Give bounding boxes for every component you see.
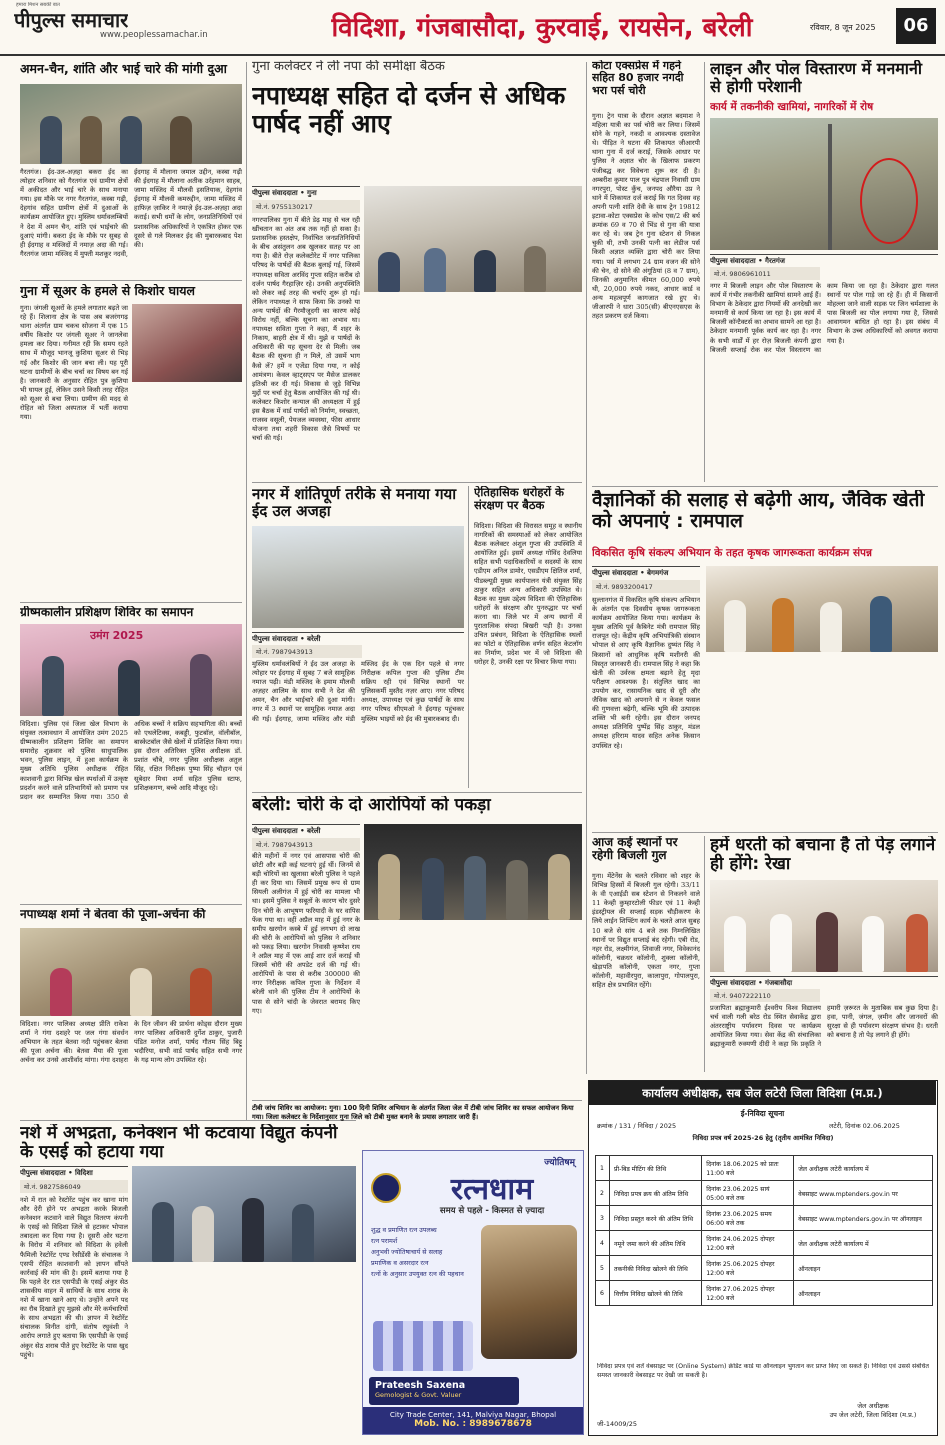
tender-row	[596, 1281, 933, 1306]
photo-betwa-puja	[20, 928, 242, 1016]
masthead	[0, 0, 945, 56]
tender-cell: दिनांक 27.06.2025 दोपहर 12:00 बजे	[702, 1281, 794, 1306]
body-electricity-continued	[132, 1266, 356, 1436]
body-eid: मुस्लिम धर्मावलंबियों ने ईद उल अजहा के त्योहार पर ईदगाह में सुबह 7 बजे सामूहिक नमाज पढ़ी। मंडी मस्जिद के इमाम मौलवी अज़हर आलिम के साथ सभी ने देश की अमन, चैन और भाईचारे की दुआ मांगी। नगर में 3 स्थानों पर सामूहिक नमाज अदा की गई। ईदगाह, जामा मस्जिद और मंडी मस्जिद ईद के एक दिन पहले से नगर निरीक्षक कपिल गुप्ता की पुलिस टीम सक्रिय रही एवं विभिन्न स्थानों पर पुलिसकर्मी मुस्तैद नज़र आए। नगर परिषद अध्यक्ष, उपाध्यक्ष एवं कुछ पार्षदों के साथ नगर परिषद सीएमओ ने ईदगाह पहुंचकर मुस्लिम भाइयों को ईद की मुबारकबाद दी।	[252, 660, 464, 723]
byline-name: पीपुल्स संवाददाता	[252, 189, 298, 197]
byline-poles: पीपुल्स संवाददाता • गैरतगंज	[710, 254, 938, 266]
ad-contact-strip	[363, 1407, 583, 1435]
ad-name: Prateesh Saxena	[375, 1380, 466, 1391]
ad-astrologer-photo	[481, 1225, 577, 1359]
tender-signatory	[815, 1401, 931, 1419]
ad-title: Gemologist & Govt. Valuer	[375, 1391, 462, 1399]
ad-top-label: ज्योतिषम्	[544, 1158, 575, 1168]
headline-eid: नगर में शांतिपूर्ण तरीके से मनाया गया ईद उल अजहा	[252, 486, 457, 520]
body-theft: बीते महीनों में नगर एवं आसपास चोरी की छोटी और बड़ी कई घटनाएं हुई थीं। जिनमें से बड़ी चोरियों का खुलासा बरेली पुलिस ने पहले ही कर दिया था। जिसमें प्रमुख रूप से ग्राम सियली अलीगंज में हुई चोरी का मामला भी था। इसमें पुलिस ने सबूतों के कारण चोर दुसरे दिन चोरी के आभूषण फरियादी के घर वापिस फेंक गया था। वहीं अप्रैल माह में हुई नगर के समीप खरगोन कस्बे में हुई लगभग दो लाख की चोरी के आरोपियों को पुलिस ने शनिवार को पकड़ लिया। खरगोन निवासी कृष्णेश राय ने अप्रैल माह में एक आई शार दर्ज कराई थी जिसमें चोरी की अपडेट दर्ज की गई थी। आरोपियों के पास से करीब 300000 की नगर निरीक्षक कपिल गुप्ता के निर्देशन में बरेली थाने की पुलिस टीम ने आरोपियों के पास से सोने चांदी के जेवरात बरामद किए गए।	[252, 852, 360, 1015]
ad-point: रत्न परामर्श	[371, 1236, 398, 1245]
highlight-circle	[860, 158, 918, 244]
headline-electricity-cut: नशे में अभद्रता, कनेक्शन भी कटवाया विद्युत कंपनी के एसई को हटाया गया	[20, 1124, 338, 1163]
tender-cell: दिनांक 23.06.2025 सायं 05:00 बजे तक	[702, 1181, 794, 1206]
photo-eid-gathering	[20, 84, 242, 164]
body-farming-continued	[706, 656, 938, 828]
body-boar: गुना। जंगली सूअरों के हमले लगातार बढ़ते जा रहे हैं। शिलाना क्षेत्र के पास अब बजरंगगढ़ थाना अंतर्गत ग्राम चकच सोजना में एक 15 वर्षीय किशोर पर जंगली सूअर ने जानलेवा हमला कर दिया। गनीमत रही कि समय रहते साथ में मौजूद भानजू कुशिया सूअर से भिड़ गई और किशोर की जान बचा ली। यह पूरी घटना ग्रामीणों के बीच चर्चा का विषय बन गई है। जानकारी के अनुसार रोहित पुत्र कुशिया भी घायल हुई, लेकिन उसने किसी तरह रोहित को सूअर से बचा लिया। ग्रामीण की मदद से रोहित को जिला अस्पताल में भर्ती कराया गया।	[20, 304, 128, 422]
ad-address: City Trade Center, 141, Malviya Nagar, Bhopal	[389, 1410, 557, 1419]
banner-umang: उमंग 2025	[90, 629, 144, 642]
headline-boar: गुना में सूअर के हमले से किशोर घायल	[20, 284, 195, 298]
tender-cell: तकनीकी निविदा खोलने की तिथि	[610, 1256, 702, 1281]
body-aman: गैरतगंज। ईद-उल-अज़हा बकरा ईद का त्योहार शनिवार को गैरतगंज एवं ग्रामीण क्षेत्रों में अकीदत और भाई चारे के साथ मनाया गया। इस मौके पर नगर गैरतगंज, कस्बा गढ़ी, देहगांव सहित ग्रामीण क्षेत्रों में दुआओं के कार्यक्रम आयोजित हुए। मुस्लिम धर्मावलम्बियों ने देश में अमन चैन, शांति एवं भाईचारे की दुआएं मांगी। बकरा ईद के मौके पर सुबह से ही ईदगाह व मस्जिदों में नमाज़ अदा की गई। गैरतगंज जामा मस्जिद में मुफ्ती मशकूर नदवी, ईदगाह में मौलाना जमाल उद्दीन, कस्बा गढ़ी की ईदगाह में मौलाना अतीक उर्रहमान साहब, जामा मस्जिद में मौलवी इसतियाक, देहगांव ईदगाह में मौलवी कमरुद्दीन, जामा मस्जिद में हाफिज़ ज़ाकिर ने नमाज़े ईद-उल-अज़हा अदा कराई। सभी धर्मों के लोग, जनप्रतिनिधियों एवं प्रशासनिक अधिकारियों ने एकत्रित होकर एक दूसरे से गले मिलकर ईद की मुबारकबाद पेश की।	[20, 168, 242, 258]
tender-cell: 6	[596, 1281, 610, 1306]
body-power: गुना। मेंटेनेंस के चलते रविवार को शहर के विभिन्न हिस्सों में बिजली गुल रहेगी। 33/11 के वी एआईडी सब स्टेशन से निकलने वाले 11 केव्ही कुम्हारटोली फीडर एवं 11 केव्ही इंडस्ट्रीयल की सप्लाई सड़क चौड़ीकरण के लिये लाईन शिफ्टिंग कार्य के चलते आज सुबह 10 बजे से सांय 4 बजे तक निम्नलिखित स्थानों पर विद्युत सप्लाई बंद रहेगी। एबी रोड, नहर रोड, लक्ष्मीगंज, शिवाजी नगर, विवेकानंद कॉलोनी, चक्रधर कॉलोनी, शुक्ला कॉलोनी, खेड़ापति कॉलोनी, एकता नगर, गुप्ता कॉलोनी, महावीरपुरा, कालापुरा, गोपालपुरा, सहित क्षेत्र प्रभावित रहेंगे।	[592, 872, 700, 990]
kicker-council: गुना कलेक्टर ने ली नपा की समीक्षा बैठक	[252, 60, 445, 74]
photo-review-meeting	[364, 186, 582, 292]
tender-cell: वित्तीय निविदा खोलने की तिथि	[610, 1281, 702, 1306]
tender-cell: दिनांक 23.06.2025 समय 06:00 बजे तक	[702, 1206, 794, 1231]
byline-place: बेगमगंज	[647, 569, 669, 577]
tender-cell: 1	[596, 1156, 610, 1181]
ad-brand: रत्नधाम	[450, 1172, 534, 1207]
ad-point: रत्नों के अनुसार उपयुक्त रत्न की पहचान	[371, 1269, 464, 1278]
tender-cell: दिनांक 18.06.2025 को प्रातः 11:00 बजे	[702, 1156, 794, 1181]
byline-name: पीपुल्स संवाददाता	[252, 827, 298, 835]
byline-name: पीपुल्स संवाददाता	[710, 979, 756, 987]
tender-footer: निविदा प्रपत्र एवं शर्तें वेबसाइट पर (Online System) क्रेडिट कार्ड या ऑनलाइन भुगतान कर प्राप्त किए जा सकते हैं। निविदा एवं उससे संबंधित समस्त जानकारी वेबसाइट पर देखी जा सकती है।	[597, 1363, 929, 1379]
tender-cell: 2	[596, 1181, 610, 1206]
tender-cell: जेल अधीक्षक लटेरी कार्यालय में	[794, 1231, 933, 1256]
tender-row	[596, 1181, 933, 1206]
body-train: गुना। ट्रेन यात्रा के दौरान अज्ञात बदमाश ने महिला यात्री का पर्स चोरी कर लिया। जिसमें सोने के गहने, नकदी व आवश्यक दस्तावेज थे। पीड़ित ने घटना की शिकायत जीआरपी थाना गुना में दर्ज कराई, जिसके आधार पर पुलिस ने अज्ञात चोर के खिलाफ प्रकरण पंजीबद्ध कर विवेचना शुरू कर दी है। अम्बरीश कुमार पाल पुत्र चंद्रपाल निवासी ग्राम नगरपुरा, पोस्ट कुँच, जनपद औरैया उप्र ने थाने में शिकायत दर्ज कराई कि गत दिवस वह अपनी पत्नी शांति देवी के साथ ट्रेन 19812 इटावा-कोटा एक्सप्रेस के कोच एस/2 की बर्थ क्रमांक 69 व 70 से भिंड से गुना की यात्रा कर रहे थे। जब ट्रेन गुना स्टेशन से निकल चुकी थी, तभी उनकी पत्नी का लेडीज पर्स किसी अज्ञात व्यक्ति द्वारा चोरी कर लिया गया। पर्स में लगभग 24 ग्राम वजन की सोने की चेन, दो सोने की अंगूठियां (8 व 7 ग्राम), जिनकी अनुमानित कीमत 60,000 रुपये थी, 20,000 रुपये नकद, आधार कार्ड व अन्य महत्वपूर्ण कागजात रखे हुए थे। जीआरपी ने धारा 305(सी) बीएनएसएस के तहत प्रकरण दर्ज किया।	[592, 112, 700, 321]
byline-place: गैरतगंज	[765, 257, 785, 265]
photo-eid-namaz	[252, 526, 464, 628]
byline-farming: पीपुल्स संवाददाता • बेगमगंज	[592, 566, 700, 578]
tender-title: कार्यालय अधीक्षक, सब जेल लटेरी जिला विदिशा (म.प्र.)	[589, 1081, 936, 1105]
tender-cell: निविदा प्रपत्र क्रय की अंतिम तिथि	[610, 1181, 702, 1206]
reporter-mobile: मो.नं. 9407222110	[710, 989, 820, 1002]
byline-place: बरेली	[307, 635, 321, 643]
advertisement-ratndham[interactable]	[362, 1150, 584, 1435]
body-heritage: विदिशा। विदिशा की विरासत समूह व स्थानीय नागरिकों की समस्याओं को लेकर आयोजित बैठक कलेक्टर अंशुल गुप्ता की उपस्थिति में आयोजित हुई। इसमें अध्यक्ष गोविंद देवलिया सहित सभी पदाधिकारियों व सदस्यों के साथ एडीएम अनिल डामोर, एसडीएम क्षितिज शर्मा, पीडब्ल्यूडी मुख्य कार्यपालन यंत्री संयुक्त सिंह ठाकुर सहित अन्य अधिकारी उपस्थित थे। बैठक का मुख्य उद्देश्य विदिशा की ऐतिहासिक धरोहरों के संरक्षण और पुनरुद्धार पर चर्चा करना था। जिले भर में अन्य स्थानों में पुरातात्विक संपदा बिखरी पड़ी है। उनका उचित प्रबंधन, विदिशा के ऐतिहासिक स्थलों का फोटो व ऐतिहासिक वर्णन सहित केटलॉग का निर्माण, प्रदेश भर में जो विदिशा की धरोहर है, उनकी रक्षा पर विचार किया गया।	[474, 522, 582, 667]
photo-pole-site	[710, 118, 938, 250]
byline-electricity: पीपुल्स संवाददाता • विदिशा	[20, 1166, 128, 1178]
newspaper-logo: पीपुल्स समाचार	[14, 8, 129, 32]
body-poles: नगर में बिजली लाइन और पोल विस्तारण के कार्य में गंभीर तकनीकी खामियां सामने आई हैं। विभाग के ठेकेदार द्वारा नियमों की अनदेखी कर मनमानी से कार्य किया जा रहा है। इस कार्य में बिजली कॉन्टैक्टर्स का अभाव सामने आ रहा है। ठेकेदार मनमानी पूर्वक कार्य कर रहा है। नगर के सभी वार्डों में हर रोज़ बिजली कंपनी द्वारा बिजली सप्लाई रोक कर पोल विस्तारण का काम किया जा रहा है। ठेकेदार द्वारा गलत स्थानों पर पोल गाड़े जा रहे हैं। ही में किसानों मोहल्ला जाने वाली सड़क पर जिन चर्मशाला के पास बिजली का पोल लगाया गया है, जिससे आवागमन बाधित हो रहा है। इस संबंध में विभाग के उच्च अधिकारियों को अवगत कराया गया है।	[710, 282, 938, 354]
ratndham-emblem-icon	[371, 1173, 401, 1203]
byline-place: गुना	[307, 189, 317, 197]
tender-sub: ई-निविदा सूचना	[740, 1109, 785, 1118]
ad-point: प्रमाणिक व असरदार रत्न	[371, 1258, 429, 1267]
tender-cell: 3	[596, 1206, 610, 1231]
headline-aman: अमन-चैन, शांति और भाई चारे की मांगी दुआ	[20, 62, 227, 76]
section-title: विदिशा, गंजबासौदा, कुरवाई, रायसेन, बरेली	[331, 13, 753, 43]
reporter-mobile: मो.नं. 9755130217	[252, 200, 360, 213]
subhead-poles: कार्य में तकनीकी खामियां, नागरिकों में रोष	[710, 101, 874, 113]
tender-cell: दिनांक 25.06.2025 दोपहर 12:00 बजे	[702, 1256, 794, 1281]
tender-cell: दिनांक 24.06.2025 दोपहर 12:00 बजे	[702, 1231, 794, 1256]
byline-council: पीपुल्स संवाददाता • गुना	[252, 186, 360, 198]
body-council-continued	[364, 296, 582, 480]
tender-cell: वेबसाइट www.mptenders.gov.in पर	[794, 1181, 933, 1206]
body-electricity-part: नशे में रात को रेस्टोरेंट पहुंच कर खाना मांग और देरी होने पर अभद्रता करके बिजली कनेक्शन कटवाने वाले विद्युत वितरण कंपनी के एसई को विदिशा जिले से हटाकर भोपाल तबादला कर दिया गया है। दूसरी ओर घटना के विरोध में शनिवार को विदिशा के हवेली फैमिली रेस्टोरेंट एण्ड रेसीडेंसी के संचालक ने एसपी रोहित काशवानी को ज्ञापन सौंपते कार्रवाई की मांग की है। इसमें बताया गया है कि पहले देर रात एसपीडी के एसई अंकुर सेठ शासकीय वाहन में साथियों के साथ शराब के नशे में खाना खाने आए थे। उन्होंने अपने पद का रौब दिखाते हुए मुझसे और मेरे कर्मचारियों के साथ अभद्रता की थी। ज्ञापन में रेस्टोरेंट संचालक विनीत दांगी, संतोष रघुवंशी ने आरोप लगाते हुए बताया कि एसपीडी के एसई अंकुर सेठ शराब पीते हुए रेस्टोरेंट के पास खुद पहुंचे।	[20, 1196, 128, 1359]
ad-point: शुद्ध व प्रमाणित रत्न उपलब्ध	[371, 1226, 437, 1234]
tender-cell: 4	[596, 1231, 610, 1256]
headline-theft: बरेली: चोरी के दो आरोपियों को पकड़ा	[252, 796, 491, 815]
headline-puja: नपाध्यक्ष शर्मा ने बेतवा की पूजा-अर्चना की	[20, 908, 206, 921]
headline-earth: हमें धरती को बचाना है तो पेड़ लगाने ही होंगे: रेखा	[710, 836, 936, 875]
issue-date: रविवार, 8 जून 2025	[810, 23, 876, 32]
tender-ref: क्रमांक / 131 / निविदा / 2025	[597, 1122, 677, 1130]
photo-environment-day	[710, 880, 938, 972]
ad-name-plate	[369, 1377, 519, 1405]
byline-eid: पीपुल्स संवाददाता • बरेली	[252, 632, 464, 644]
byline-place: विदिशा	[75, 1169, 93, 1177]
tender-row	[596, 1206, 933, 1231]
photo-training-ceremony	[20, 624, 242, 716]
tender-row	[596, 1256, 933, 1281]
tender-cell: वेबसाइट www.mptenders.gov.in पर ऑनलाइन	[794, 1206, 933, 1231]
ad-tagline: समय से पहले - किस्मत से ज़्यादा	[439, 1206, 545, 1216]
tender-row	[596, 1156, 933, 1181]
body-theft-continued	[364, 924, 582, 1094]
body-puja: विदिशा। नगर पालिका अध्यक्ष प्रीति राकेश शर्मा ने गंगा दशहरे पर जल गंगा संवर्धन अभियान के तहत बेतवा नदी पहुंचकर बेतवा की पूजा अर्चना की। बेतवा मैया की पूजा अर्चना कर उनसे आशीर्वाद मांगा। गंगा दशहरा के दिन जीवन की प्रार्थना कोड्स दौरान मुख्य नगर पालिका अधिकारी दुर्गेश ठाकुर, पुजारी पंडित मनोज शर्मा, पार्षद गौतम सिंह बिट्टू भदौरिया, सभी वार्ड पार्षद सहित सभी नगर के गढ़ मान्य लोग उपस्थित रहे।	[20, 1020, 242, 1065]
byline-place: गंजबासौदा	[765, 979, 793, 987]
headline-train: कोटा एक्सप्रेस में गहने सहित 80 हजार नगदी भरा पर्स चोरी	[592, 60, 684, 97]
byline-name: पीपुल्स संवाददाता	[710, 257, 756, 265]
tender-sign-role: जेल अधीक्षक	[857, 1402, 889, 1410]
reporter-mobile: मो.नं. 7987943913	[252, 838, 360, 851]
tender-cell: 5	[596, 1256, 610, 1281]
reporter-mobile: मो.नं. 9827586049	[20, 1180, 128, 1193]
byline-theft: पीपुल्स संवाददाता • बरेली	[252, 824, 360, 836]
ad-mobile[interactable]: Mob. No. : 8989678678	[414, 1419, 532, 1429]
tender-schedule-table	[595, 1155, 933, 1306]
caption-tb-camp: टीबी जांच शिविर का आयोजन: गुना। 100 दिनी शिविर अभियान के अंतर्गत जिला जेल में टीबी जांच शिविर का सफल आयोजन किया गया। जिला कलेक्टर के निर्देशानुसार गुना जिले को टीबी मुक्त बनाने के प्रयास लगातार जारी हैं।	[252, 1100, 582, 1144]
ad-points	[371, 1225, 481, 1279]
headline-power: आज कई स्थानों पर रहेगी बिजली गुल	[592, 836, 678, 863]
gemstones-icon	[373, 1321, 473, 1371]
body-council: नगरपालिका गुना में बीते डेढ़ माह से चल रही खींचतान का अंत अब तक नहीं हो सका है। प्रशासनिक हस्तक्षेप, निर्वाचित जनप्रतिनिधियों के बीच असंतुलन अब खुलकर सतह पर आ गया है। बीते रोज़ कलेक्टोरेट में नगर पालिका परिषद के पार्षदों की बैठक बुलाई गई, जिसमें नपाध्यक्ष सविता अरविंद गुप्ता सहित करीब दो दर्जन पार्षद गैरहाज़िर रहे। उनकी अनुपस्थिति को लेकर कई तरह की चर्चाएं शुरू हो गई। लेकिन नपाध्यक्ष ने साफ किया कि उनको या अन्य पार्षदों की गैरमौजूदगी का कारण कोई विरोध नहीं, बल्कि सूचना का अभाव था। नपाध्यक्ष सविता गुप्ता ने कहा, मैं शहर के निकाय, बाहरी क्षेत्र में थी। मुझे व पार्षदों के अधिकारी की यह सूचना देर से मिली। जब बैठक की सूचना ही न मिले, तो उसमें भाग कैसे लें? हमें न एजेंडा दिया गया, न कोई आमंत्रण। केवल व्हाट्सएप पर मैसेज डालकर इतिश्री कर दी गई। विकास से जुड़े विभिन्न मुद्दों पर चर्चा हेतु बैठक आयोजित की गई थी। कलेक्टर किशोर कन्याल की अध्यक्षता में हुई इस बैठक में वार्ड पार्षदों को निर्माण, स्वच्छता, राजस्व वसूली, पेयजल व्यवस्था, फीस आधार योजना तथा शहरी विकास जैसे विषयों पर चर्चा की गई।	[252, 216, 360, 443]
electric-pole	[828, 124, 832, 250]
byline-name: पीपुल्स संवाददाता	[592, 569, 638, 577]
headline-heritage: ऐतिहासिक धरोहरों के संरक्षण पर बैठक	[474, 486, 564, 512]
subhead-farming: विकसित कृषि संकल्प अभियान के तहत कृषक जागरूकता कार्यक्रम संपन्न	[592, 547, 872, 559]
reporter-mobile: मो.नं. 7987943913	[252, 645, 362, 658]
tender-cell: प्री-बिड मीटिंग की तिथि	[610, 1156, 702, 1181]
headline-farming: वैज्ञानिकों की सलाह से बढ़ेगी आय, जैविक खेती को अपनाएं : रामपाल	[592, 490, 925, 533]
photo-accused-arrested	[364, 824, 582, 920]
website-url[interactable]: www.peoplessamachar.in	[100, 30, 208, 40]
body-farming: सुल्तानगंज में विकसित कृषि संकल्प अभियान के अंतर्गत एक दिवसीय कृषक जागरूकता कार्यक्रम आयोजित किया गया। कार्यक्रम के मुख्य अतिथि पूर्व कैबिनेट मंत्री रामपाल सिंह राजपूत रहे। केंद्रीय कृषि अभियांत्रिकी संस्थान भोपाल से आए कृषि वैज्ञानिक दुष्यंत सिंह ने किसानों को आधुनिक कृषि मशीनरी की विस्तृत जानकारी दी। रामपाल सिंह ने कहा कि खेती की उर्वरक क्षमता बढ़ाने हेतु मृदा परीक्षण आवश्यक है। संतुलित खाद का उपयोग कर, रासायनिक खाद से दूरी और जैविक खाद को अपनाने से न केवल फसल की गुणवत्ता बढ़ेगी, बल्कि भूमि की उत्पादक शक्ति भी बनी रहेगी। इस दौरान जनपद अध्यक्ष प्रतिनिधि पुष्पेंद्र सिंह ठाकुर, मंडल अध्यक्ष हरिराम यादव सहित अनेक किसान उपस्थित रहे।	[592, 596, 700, 750]
headline-poles: लाइन और पोल विस्तारण में मनमानी से होगी परेशानी	[710, 60, 922, 96]
tender-ref-date: लटेरी, दिनांक 02.06.2025	[829, 1122, 900, 1130]
tender-notice	[588, 1080, 938, 1436]
tender-cell: जेल अधीक्षक लटेरी कार्यालय में	[794, 1156, 933, 1181]
tender-cell: नमूने जमा करने की अंतिम तिथि	[610, 1231, 702, 1256]
byline-place: बरेली	[307, 827, 321, 835]
brand-tagline: हमारा मिशन सबकी बात	[16, 2, 60, 8]
byline-name: पीपुल्स संवाददाता	[252, 635, 298, 643]
tender-code: जी-14009/25	[597, 1420, 637, 1428]
ad-point: अनुभवी ज्योतिषाचार्य से सलाह	[371, 1247, 443, 1256]
tender-cell: निविदा प्रस्तुत करने की अंतिम तिथि	[610, 1206, 702, 1231]
headline-council: नपाध्यक्ष सहित दो दर्जन से अधिक पार्षद नहीं आए	[252, 82, 566, 138]
byline-name: पीपुल्स संवाददाता	[20, 1169, 66, 1177]
photo-injured-boy	[132, 304, 242, 382]
page-number: 06	[896, 8, 936, 44]
tender-cell: ऑनलाइन	[794, 1281, 933, 1306]
headline-training: ग्रीष्मकालीन प्रशिक्षण शिविर का समापन	[20, 606, 194, 619]
photo-memorandum	[132, 1166, 356, 1262]
reporter-mobile: मो.नं. 9806961011	[710, 267, 820, 280]
body-training: विदिशा। पुलिस एवं जिला खेल विभाग के संयुक्त तत्वावधान में आयोजित उमंग 2025 ग्रीष्मकालीन प्रशिक्षण शिविर का समापन समारोह शुक्रवार को पुलिस साधुपालिक भवन, पुलिस लाइन, में हुआ कार्यक्रम के मुख्य अतिथि पुलिस अधीक्षक रोहित काशवानी द्वारा विभिन्न खेल स्पर्धाओं में उत्कृष्ट प्रदर्शन करने वाले प्रतिभागियों को प्रमाण पत्र प्रदान कर सम्मानित किया गया। 350 से अधिक बच्चों ने सक्रिय सहभागिता की। बच्चों को एथलेटिक्स, कबड्डी, फुटबॉल, वॉलीबॉल, बास्केटबॉल जैसे खेलों में प्रशिक्षित किया गया। इस दौरान अतिरिक्त पुलिस अधीक्षक डॉ. प्रशांत चौबे, नगर पुलिस अधीक्षक अतुल सिंह, रक्षित निरीक्षक पुष्पा सिंह चौहान एवं सूबेदार मिथा शर्मा सहित पुलिस स्टाफ, प्रशिक्षकगण, बच्चे आदि मौजूद रहे।	[20, 720, 242, 801]
reporter-mobile: मो.नं. 9893200417	[592, 580, 700, 593]
byline-earth: पीपुल्स संवाददाता • गंजबासौदा	[710, 976, 938, 988]
body-earth: प्रजापिता ब्रह्माकुमारी ईश्वरीय विश्व विद्यालय चर्च वाली गली बरेठ रोड स्थित सेवाकेंद्र द्वारा अंतरराष्ट्रीय पर्यावरण दिवस पर कार्यक्रम आयोजित किया गया। सेवा केंद्र की संचालिका ब्रह्माकुमारी रुक्मणी दीदी ने कहा कि प्रकृति ने हमारी ज़रूरत के मुताबिक सब कुछ दिया है। हवा, पानी, जंगल, ज़मीन और जानवरों की सुरक्षा से ही पर्यावरण संरक्षण संभव है। धरती को बचाना है तो पेड़ लगाने ही होंगे।	[710, 1004, 938, 1049]
photo-farmer-awareness	[706, 566, 938, 652]
tender-intro: निविदा प्रपत्र वर्ष 2025-26 हेतु (तृतीय आमंत्रित निविदा)	[692, 1134, 834, 1142]
tender-row	[596, 1231, 933, 1256]
tender-sign-place: उप जेल लटेरी, जिला विदिशा (म.प्र.)	[829, 1411, 917, 1419]
tender-cell: ऑनलाइन	[794, 1256, 933, 1281]
